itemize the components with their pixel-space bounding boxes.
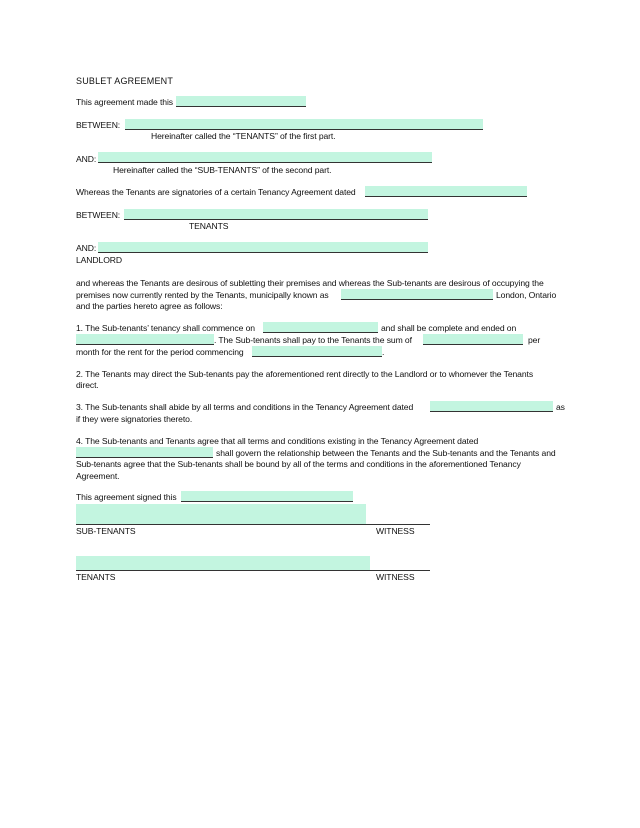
tenants-description: Hereinafter called the “TENANTS” of the first part.: [151, 131, 336, 141]
clause-1-b: and shall be complete and ended on: [381, 323, 517, 333]
subtenants-signature-label: SUB-TENANTS: [76, 526, 136, 536]
whereas-line-2: premises now currently rented by the Tenants, municipally known as: [76, 290, 329, 300]
between-label-1: BETWEEN:: [76, 120, 121, 130]
tenants-label: TENANTS: [189, 221, 229, 231]
rent-amount-field[interactable]: [423, 334, 523, 345]
whereas-line-3: and the parties hereto agree as follows:: [76, 301, 223, 311]
tenants-signature-label: TENANTS: [76, 572, 116, 582]
end-date-field[interactable]: [76, 334, 214, 345]
clause-3-c: if they were signatories thereto.: [76, 414, 193, 424]
witness-label-2: WITNESS: [376, 572, 415, 582]
clause-1-e: month for the rent for the period commencing: [76, 347, 244, 357]
and-label-1: AND:: [76, 154, 97, 164]
subtenants-signature-line: [76, 524, 430, 525]
witness-label-1: WITNESS: [376, 526, 415, 536]
page-title: SUBLET AGREEMENT: [76, 76, 174, 86]
clause-2-a: 2. The Tenants may direct the Sub-tenants pay the aforementioned rent directly to the Landlord or to whomever the Tenants: [76, 369, 534, 379]
tenants-signature-field[interactable]: [76, 556, 370, 570]
landlord-name-field[interactable]: [98, 242, 428, 253]
clause-4-c: Sub-tenants agree that the Sub-tenants shall be bound by all of the terms and conditions in the aforementioned Tenancy: [76, 459, 521, 469]
clause-2-b: direct.: [76, 380, 99, 390]
clause-1-a: 1. The Sub-tenants’ tenancy shall commence on: [76, 323, 255, 333]
whereas-line-1: and whereas the Tenants are desirous of subletting their premises and whereas the Sub-tenants are desirous of occupying the: [76, 278, 544, 288]
clause-4-d: Agreement.: [76, 471, 120, 481]
clause-1-d: per: [528, 335, 541, 345]
signed-this-label: This agreement signed this: [76, 492, 177, 502]
rent-period-field[interactable]: [252, 346, 385, 357]
tenants-name-field[interactable]: [125, 119, 483, 130]
clause-3-a: 3. The Sub-tenants shall abide by all terms and conditions in the Tenancy Agreement dated: [76, 402, 414, 412]
clause-4-b: shall govern the relationship between the Tenants and the Sub-tenants and the Tenants and: [216, 448, 556, 458]
tenants-signature-line: [76, 570, 430, 571]
clause-4-a: 4. The Sub-tenants and Tenants agree that all terms and conditions existing in the Tenancy Agreement dated: [76, 436, 479, 446]
subtenants-signature-field[interactable]: [76, 504, 366, 524]
clause-4-date-field[interactable]: [76, 447, 213, 458]
between-label-2: BETWEEN:: [76, 210, 121, 220]
agreement-date-field[interactable]: [176, 96, 306, 107]
clause-3-b: as: [556, 402, 565, 412]
made-this-label: This agreement made this: [76, 97, 173, 107]
signed-date-field[interactable]: [181, 491, 353, 502]
premises-address-field[interactable]: [341, 289, 493, 300]
clause-1-f: .: [382, 347, 385, 357]
clause-1-c: . The Sub-tenants shall pay to the Tenants the sum of: [214, 335, 412, 345]
clause-3-date-field[interactable]: [430, 401, 553, 412]
tenancy-tenants-field[interactable]: [124, 209, 428, 220]
subtenants-name-field[interactable]: [98, 152, 432, 163]
commence-date-field[interactable]: [263, 322, 378, 333]
subtenants-description: Hereinafter called the “SUB-TENANTS” of the second part.: [113, 165, 332, 175]
and-label-2: AND:: [76, 243, 97, 253]
whereas-line-2-end: London, Ontario: [496, 290, 557, 300]
landlord-label: LANDLORD: [76, 255, 122, 265]
whereas-tenancy-text: Whereas the Tenants are signatories of a certain Tenancy Agreement dated: [76, 187, 356, 197]
tenancy-date-field[interactable]: [365, 186, 527, 197]
